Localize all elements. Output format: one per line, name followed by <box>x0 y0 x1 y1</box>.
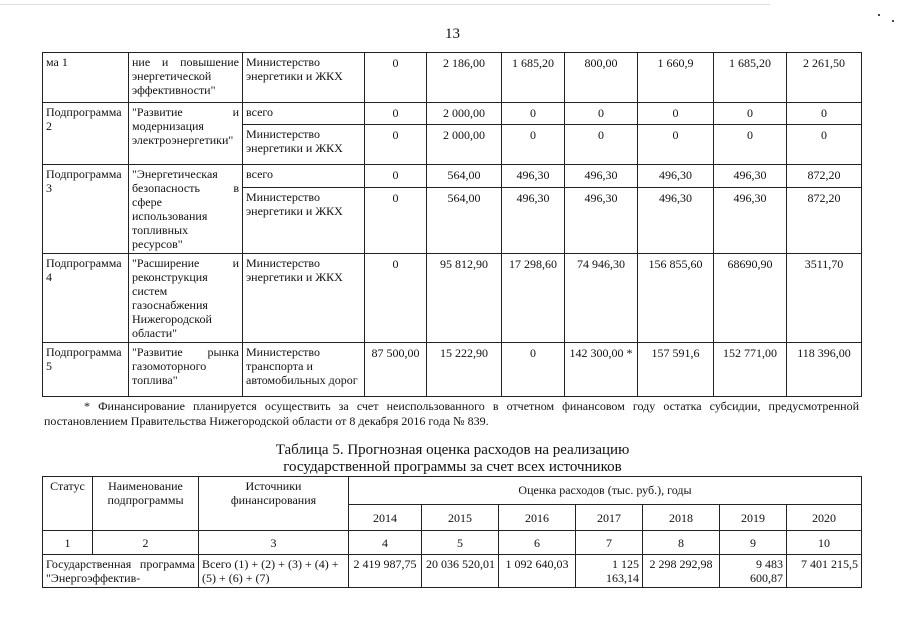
table-title-line-1: Таблица 5. Прогнозная оценка расходов на реализацию <box>275 442 630 458</box>
column-number: 10 <box>787 531 862 555</box>
funding-value-cell: 496,30 <box>502 188 565 254</box>
funding-value-cell: 0 <box>502 125 565 165</box>
table-row <box>43 254 862 343</box>
funding-value-cell: 496,30 <box>638 188 714 254</box>
funding-source-cell: Министерство энергетики и ЖКХ <box>243 254 365 343</box>
funding-value-cell: 872,20 <box>787 165 862 188</box>
column-number: 9 <box>720 531 787 555</box>
table-row <box>43 103 862 125</box>
funding-value-cell: 0 <box>565 103 638 125</box>
funding-value-cell: 2 186,00 <box>427 53 502 103</box>
funding-source-cell: Министерство энергетики и ЖКХ <box>243 188 365 254</box>
header-estimate: Оценка расходов (тыс. руб.), годы <box>349 477 862 505</box>
funding-value-cell: 68690,90 <box>714 254 787 343</box>
subprogram-name-cell: "Расширение и реконструкция систем газоснабжения Нижегородской области" <box>129 254 243 343</box>
header-year: 2017 <box>576 505 643 531</box>
funding-value-cell: 0 <box>502 343 565 397</box>
funding-table-continued <box>42 52 862 397</box>
funding-value-cell: 0 <box>365 125 427 165</box>
funding-value-cell: 0 <box>365 53 427 103</box>
column-number: 7 <box>576 531 643 555</box>
funding-value-cell: 0 <box>787 103 862 125</box>
funding-value-cell: 496,30 <box>714 165 787 188</box>
program-value-cell: 1 092 640,03 <box>499 555 576 588</box>
header-year: 2015 <box>422 505 499 531</box>
column-number: 1 <box>43 531 93 555</box>
column-number: 5 <box>422 531 499 555</box>
funding-value-cell: 1 685,20 <box>502 53 565 103</box>
program-value-cell: 7 401 215,5 <box>787 555 862 588</box>
funding-value-cell: 0 <box>714 103 787 125</box>
header-name: Наименование подпрограммы <box>93 477 199 531</box>
header-year: 2016 <box>499 505 576 531</box>
funding-value-cell: 0 <box>565 125 638 165</box>
subprogram-status-cell: ма 1 <box>43 53 129 103</box>
subprogram-name-cell: ние и повышение энергетической эффективности" <box>129 53 243 103</box>
funding-value-cell: 0 <box>714 125 787 165</box>
funding-value-cell: 157 591,6 <box>638 343 714 397</box>
scan-edge-line <box>0 4 770 5</box>
funding-value-cell: 17 298,60 <box>502 254 565 343</box>
header-year: 2018 <box>643 505 720 531</box>
subprogram-name-cell: "Развитие рынка газомоторного топлива" <box>129 343 243 397</box>
funding-value-cell: 0 <box>365 103 427 125</box>
column-number: 4 <box>349 531 422 555</box>
funding-value-cell: 0 <box>638 103 714 125</box>
funding-value-cell: 3511,70 <box>787 254 862 343</box>
funding-value-cell: 0 <box>787 125 862 165</box>
funding-value-cell: 2 000,00 <box>427 103 502 125</box>
funding-value-cell: 142 300,00 * <box>565 343 638 397</box>
table-row <box>43 53 862 103</box>
funding-value-cell: 564,00 <box>427 188 502 254</box>
program-status-cell: Государственная программа "Энергоэффектив- <box>43 555 199 588</box>
program-value-cell: 20 036 520,01 <box>422 555 499 588</box>
table-title <box>0 442 905 476</box>
funding-value-cell: 496,30 <box>638 165 714 188</box>
funding-value-cell: 87 500,00 <box>365 343 427 397</box>
header-status: Статус <box>43 477 93 531</box>
funding-value-cell: 496,30 <box>565 165 638 188</box>
page-number: 13 <box>445 26 460 42</box>
header-year: 2014 <box>349 505 422 531</box>
footnote: * Финансирование планируется осуществить за счет неиспользованного в отчетном финансовом году остатка субсидии, предусмотренной постановлением Правительства Нижегородской области от 8 декабря 2016 года № 839. <box>44 399 859 428</box>
funding-value-cell: 1 660,9 <box>638 53 714 103</box>
table-row <box>43 165 862 188</box>
funding-source-cell: Министерство энергетики и ЖКХ <box>243 125 365 165</box>
funding-value-cell: 118 396,00 <box>787 343 862 397</box>
scan-speck <box>878 14 880 16</box>
program-value-cell: 9 483 600,87 <box>720 555 787 588</box>
funding-value-cell: 95 812,90 <box>427 254 502 343</box>
forecast-table <box>42 476 862 588</box>
column-number: 8 <box>643 531 720 555</box>
program-source-cell: Всего (1) + (2) + (3) + (4) + (5) + (6) + (7) <box>199 555 349 588</box>
funding-source-cell: Министерство транспорта и автомобильных дорог <box>243 343 365 397</box>
funding-value-cell: 496,30 <box>565 188 638 254</box>
subprogram-status-cell: Подпрограмма 3 <box>43 165 129 254</box>
funding-value-cell: 15 222,90 <box>427 343 502 397</box>
funding-source-cell: всего <box>243 103 365 125</box>
funding-value-cell: 872,20 <box>787 188 862 254</box>
subprogram-name-cell: "Развитие и модернизация электроэнергетики" <box>129 103 243 165</box>
funding-value-cell: 0 <box>638 125 714 165</box>
funding-value-cell: 0 <box>502 103 565 125</box>
funding-value-cell: 0 <box>365 254 427 343</box>
funding-value-cell: 2 261,50 <box>787 53 862 103</box>
header-source: Источники финансирования <box>199 477 349 531</box>
header-year: 2019 <box>720 505 787 531</box>
funding-value-cell: 800,00 <box>565 53 638 103</box>
subprogram-name-cell: "Энергетическая безопасность в сфере использования топливных ресурсов" <box>129 165 243 254</box>
program-value-cell: 2 419 987,75 <box>349 555 422 588</box>
funding-value-cell: 564,00 <box>427 165 502 188</box>
subprogram-status-cell: Подпрограмма 4 <box>43 254 129 343</box>
table-title-line-2: государственной программы за счет всех источников <box>283 459 622 475</box>
funding-value-cell: 0 <box>365 188 427 254</box>
funding-value-cell: 0 <box>365 165 427 188</box>
funding-source-cell: всего <box>243 165 365 188</box>
header-year: 2020 <box>787 505 862 531</box>
program-value-cell: 1 125 163,14 <box>576 555 643 588</box>
funding-value-cell: 152 771,00 <box>714 343 787 397</box>
funding-value-cell: 496,30 <box>502 165 565 188</box>
funding-source-cell: Министерство энергетики и ЖКХ <box>243 53 365 103</box>
program-value-cell: 2 298 292,98 <box>643 555 720 588</box>
subprogram-status-cell: Подпрограмма 2 <box>43 103 129 165</box>
scan-speck <box>892 20 894 22</box>
funding-value-cell: 1 685,20 <box>714 53 787 103</box>
funding-value-cell: 2 000,00 <box>427 125 502 165</box>
funding-value-cell: 156 855,60 <box>638 254 714 343</box>
funding-value-cell: 74 946,30 <box>565 254 638 343</box>
subprogram-status-cell: Подпрограмма 5 <box>43 343 129 397</box>
column-number: 3 <box>199 531 349 555</box>
column-number: 2 <box>93 531 199 555</box>
column-number: 6 <box>499 531 576 555</box>
funding-value-cell: 496,30 <box>714 188 787 254</box>
table-row <box>43 343 862 397</box>
